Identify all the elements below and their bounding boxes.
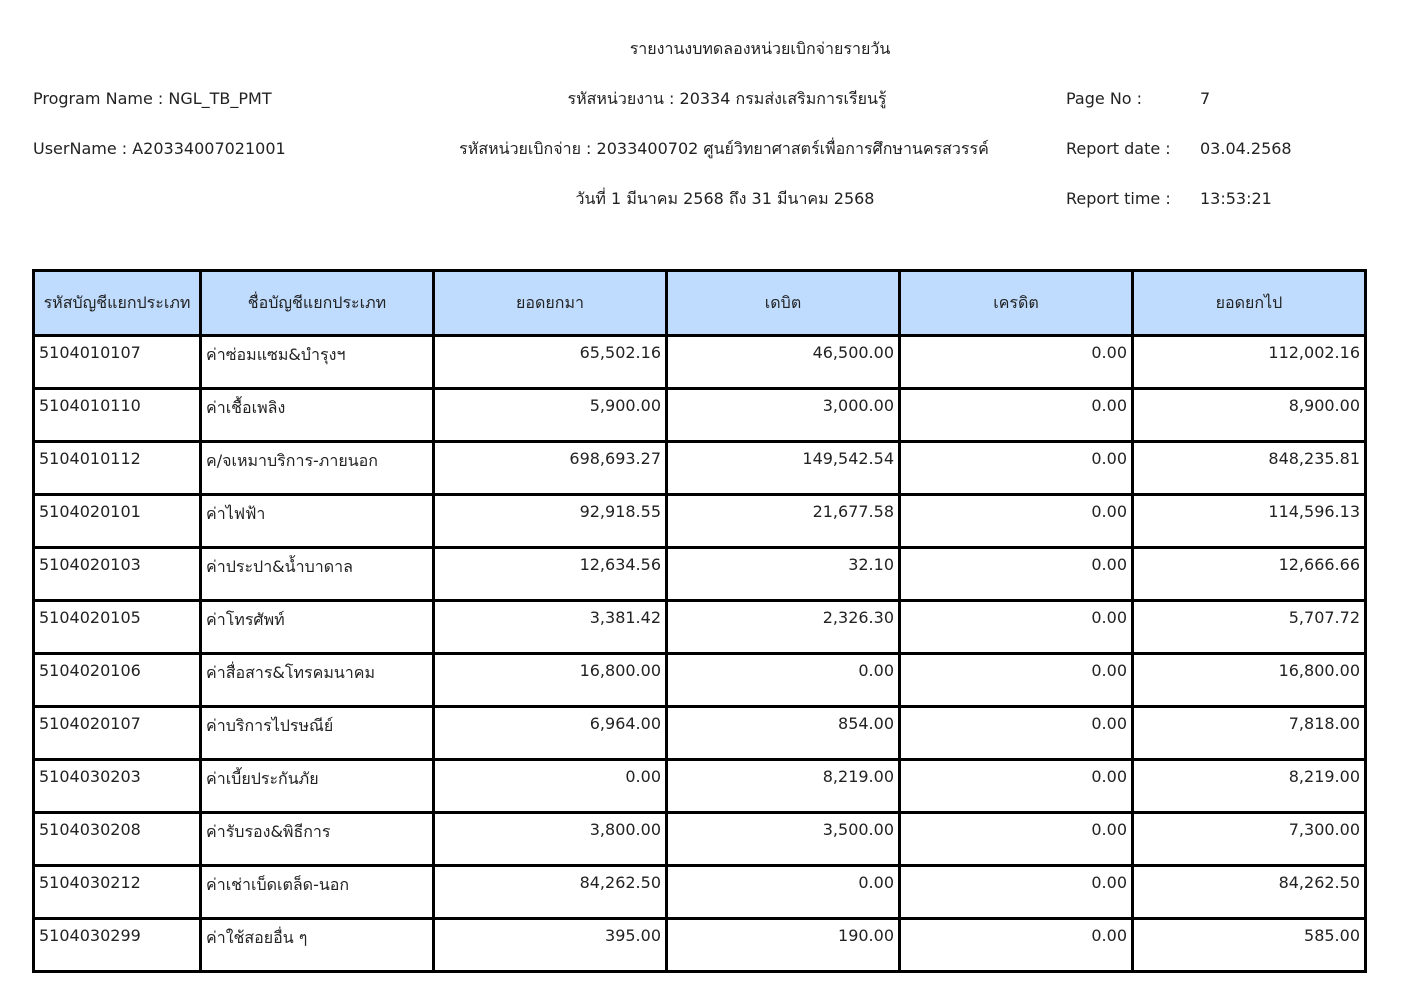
trial-balance-table: [32, 269, 1367, 973]
account-code-cell: 5104010107: [34, 336, 201, 389]
opening-balance-cell: 65,502.16: [434, 336, 667, 389]
opening-balance-cell: 12,634.56: [434, 548, 667, 601]
credit-cell: 0.00: [900, 654, 1133, 707]
closing-balance-cell: 16,800.00: [1133, 654, 1366, 707]
account-code-cell: 5104020107: [34, 707, 201, 760]
table-row: [34, 760, 1366, 813]
credit-cell: 0.00: [900, 336, 1133, 389]
opening-balance-cell: 698,693.27: [434, 442, 667, 495]
credit-cell: 0.00: [900, 707, 1133, 760]
col-header-opening-balance: ยอดยกมา: [434, 271, 667, 336]
account-code-cell: 5104010110: [34, 389, 201, 442]
report-time-value: 13:53:21: [1200, 189, 1272, 208]
credit-cell: 0.00: [900, 495, 1133, 548]
account-code-cell: 5104020103: [34, 548, 201, 601]
table-row: [34, 389, 1366, 442]
closing-balance-cell: 112,002.16: [1133, 336, 1366, 389]
credit-cell: 0.00: [900, 919, 1133, 972]
account-name-cell: ค่าประปา&น้ำบาดาล: [201, 548, 434, 601]
col-header-debit: เดบิต: [667, 271, 900, 336]
table-header: [34, 271, 1366, 336]
account-code-cell: 5104010112: [34, 442, 201, 495]
table-row: [34, 548, 1366, 601]
username: UserName : A20334007021001: [33, 139, 286, 158]
account-code-cell: 5104030203: [34, 760, 201, 813]
debit-cell: 8,219.00: [667, 760, 900, 813]
account-code-cell: 5104030208: [34, 813, 201, 866]
report-title: รายงานงบทดลองหน่วยเบิกจ่ายรายวัน: [629, 39, 891, 58]
page-no-label: Page No :: [1066, 89, 1143, 108]
table-row: [34, 919, 1366, 972]
opening-balance-cell: 3,381.42: [434, 601, 667, 654]
opening-balance-cell: 92,918.55: [434, 495, 667, 548]
opening-balance-cell: 3,800.00: [434, 813, 667, 866]
closing-balance-cell: 7,300.00: [1133, 813, 1366, 866]
report-date-label: Report date :: [1066, 139, 1171, 158]
closing-balance-cell: 8,900.00: [1133, 389, 1366, 442]
debit-cell: 0.00: [667, 866, 900, 919]
account-name-cell: ค่าบริการไปรษณีย์: [201, 707, 434, 760]
opening-balance-cell: 6,964.00: [434, 707, 667, 760]
credit-cell: 0.00: [900, 601, 1133, 654]
closing-balance-cell: 8,219.00: [1133, 760, 1366, 813]
account-code-cell: 5104030299: [34, 919, 201, 972]
debit-cell: 3,000.00: [667, 389, 900, 442]
col-header-closing-balance: ยอดยกไป: [1133, 271, 1366, 336]
account-code-cell: 5104020101: [34, 495, 201, 548]
account-name-cell: ค่าเช่าเบ็ดเตล็ด-นอก: [201, 866, 434, 919]
credit-cell: 0.00: [900, 866, 1133, 919]
table-row: [34, 866, 1366, 919]
closing-balance-cell: 84,262.50: [1133, 866, 1366, 919]
debit-cell: 149,542.54: [667, 442, 900, 495]
account-name-cell: ค่าไฟฟ้า: [201, 495, 434, 548]
account-name-cell: ค่าใช้สอยอื่น ๆ: [201, 919, 434, 972]
unit-code: รหัสหน่วยงาน : 20334 กรมส่งเสริมการเรียนรู้: [567, 89, 887, 108]
disbursing-unit: รหัสหน่วยเบิกจ่าย : 2033400702 ศูนย์วิทยาศาสตร์เพื่อการศึกษานครสวรรค์: [459, 139, 989, 158]
account-name-cell: ค่าเบี้ยประกันภัย: [201, 760, 434, 813]
credit-cell: 0.00: [900, 442, 1133, 495]
credit-cell: 0.00: [900, 813, 1133, 866]
account-name-cell: ค่ารับรอง&พิธีการ: [201, 813, 434, 866]
opening-balance-cell: 0.00: [434, 760, 667, 813]
account-name-cell: ค่าซ่อมแซม&บำรุงฯ: [201, 336, 434, 389]
col-header-account-name: ชื่อบัญชีแยกประเภท: [201, 271, 434, 336]
opening-balance-cell: 5,900.00: [434, 389, 667, 442]
table-row: [34, 442, 1366, 495]
closing-balance-cell: 5,707.72: [1133, 601, 1366, 654]
credit-cell: 0.00: [900, 389, 1133, 442]
debit-cell: 2,326.30: [667, 601, 900, 654]
debit-cell: 190.00: [667, 919, 900, 972]
header-row: [34, 271, 1366, 336]
closing-balance-cell: 7,818.00: [1133, 707, 1366, 760]
account-code-cell: 5104030212: [34, 866, 201, 919]
program-name: Program Name : NGL_TB_PMT: [33, 89, 272, 108]
account-code-cell: 5104020106: [34, 654, 201, 707]
credit-cell: 0.00: [900, 760, 1133, 813]
debit-cell: 32.10: [667, 548, 900, 601]
table-body: [34, 336, 1366, 972]
report-date-value: 03.04.2568: [1200, 139, 1292, 158]
table-row: [34, 495, 1366, 548]
account-name-cell: ค่าเชื้อเพลิง: [201, 389, 434, 442]
account-name-cell: ค่าสื่อสาร&โทรคมนาคม: [201, 654, 434, 707]
table-row: [34, 654, 1366, 707]
closing-balance-cell: 585.00: [1133, 919, 1366, 972]
account-name-cell: ค่าโทรศัพท์: [201, 601, 434, 654]
credit-cell: 0.00: [900, 548, 1133, 601]
opening-balance-cell: 84,262.50: [434, 866, 667, 919]
page-no-value: 7: [1200, 89, 1211, 108]
opening-balance-cell: 16,800.00: [434, 654, 667, 707]
opening-balance-cell: 395.00: [434, 919, 667, 972]
closing-balance-cell: 848,235.81: [1133, 442, 1366, 495]
table-row: [34, 707, 1366, 760]
table-row: [34, 336, 1366, 389]
closing-balance-cell: 12,666.66: [1133, 548, 1366, 601]
table-row: [34, 813, 1366, 866]
account-code-cell: 5104020105: [34, 601, 201, 654]
table-row: [34, 601, 1366, 654]
col-header-credit: เครดิต: [900, 271, 1133, 336]
date-range: วันที่ 1 มีนาคม 2568 ถึง 31 มีนาคม 2568: [575, 189, 875, 208]
report-time-label: Report time :: [1066, 189, 1171, 208]
debit-cell: 854.00: [667, 707, 900, 760]
debit-cell: 46,500.00: [667, 336, 900, 389]
col-header-account-code: รหัสบัญชีแยกประเภท: [34, 271, 201, 336]
debit-cell: 3,500.00: [667, 813, 900, 866]
account-name-cell: ค/จเหมาบริการ-ภายนอก: [201, 442, 434, 495]
debit-cell: 0.00: [667, 654, 900, 707]
debit-cell: 21,677.58: [667, 495, 900, 548]
closing-balance-cell: 114,596.13: [1133, 495, 1366, 548]
